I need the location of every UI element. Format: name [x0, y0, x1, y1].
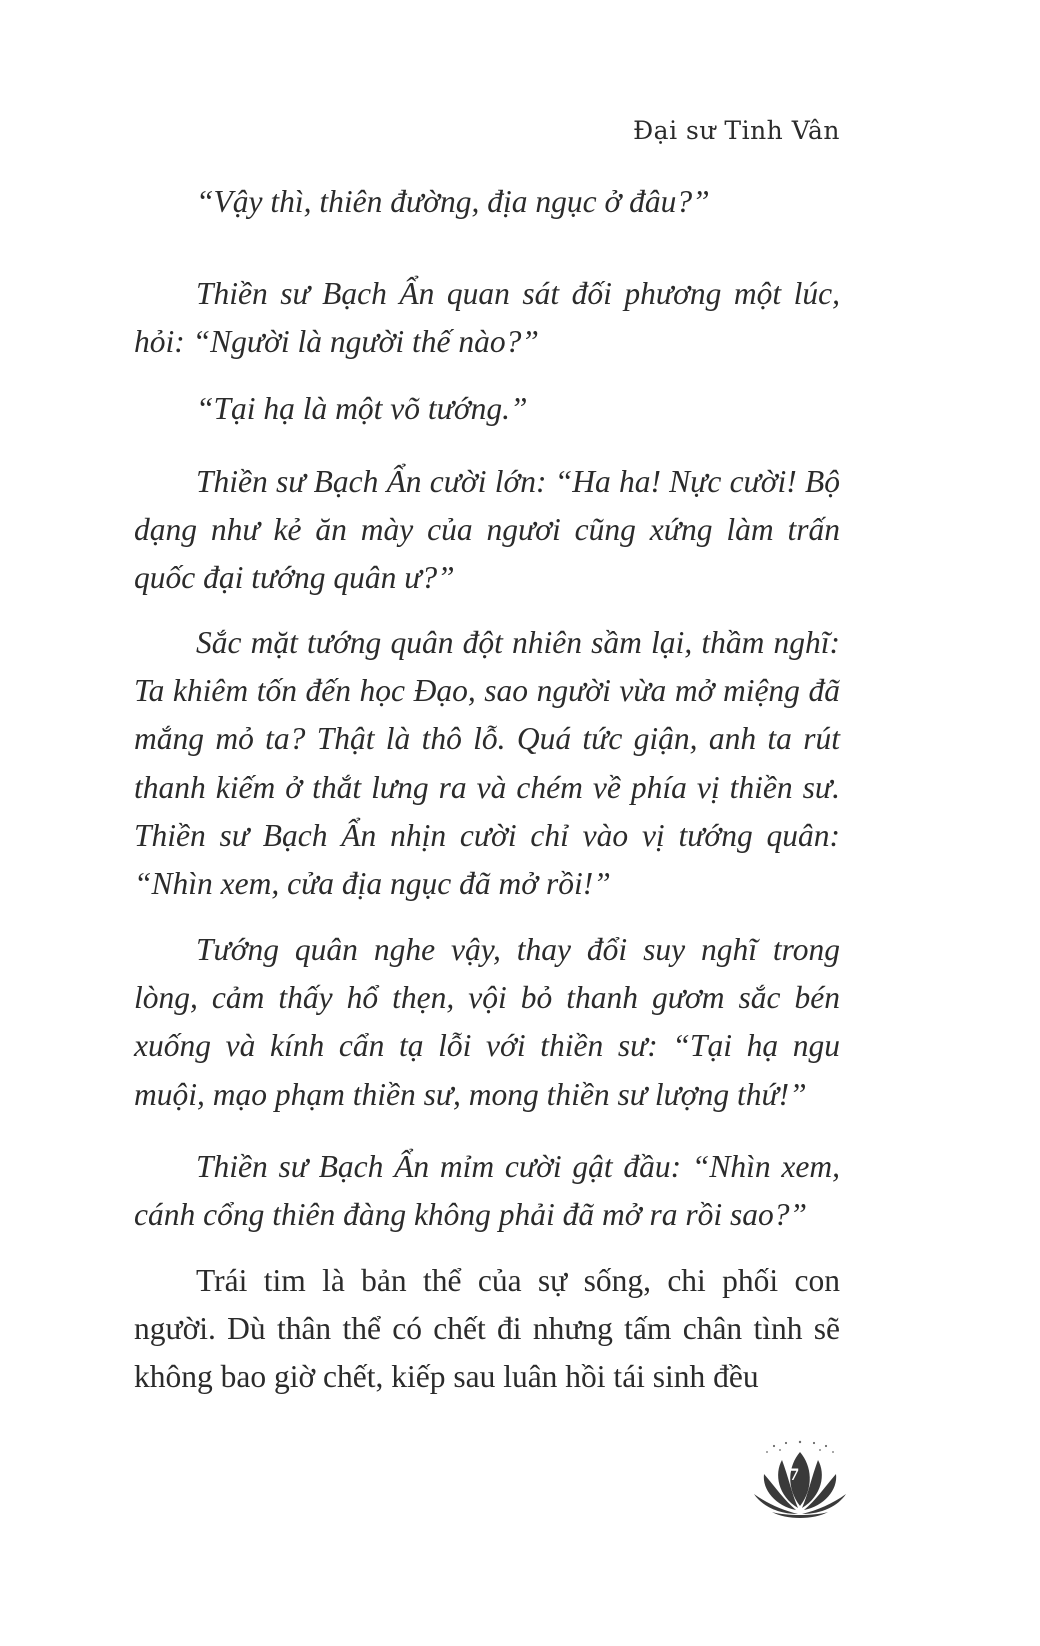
- paragraph-7: Thiền sư Bạch Ẩn mỉm cười gật đầu: “Nhìn xem, cánh cổng thiên đàng không phải đã mở ra rồi sao?”: [134, 1149, 840, 1233]
- paragraph-4: Thiền sư Bạch Ẩn cười lớn: “Ha ha! Nực cười! Bộ dạng như kẻ ăn mày của ngươi cũng xứng làm trấn quốc đại tướng quân ư?”: [134, 464, 840, 596]
- paragraph-8: Trái tim là bản thể của sự sống, chi phối con người. Dù thân thể có chết đi nhưng tấm chân tình sẽ không bao giờ chết, kiếp sau luân hồi tái sinh đều: [134, 1263, 840, 1395]
- paragraph-1: “Vậy thì, thiên đường, địa ngục ở đâu?”: [196, 184, 710, 219]
- running-header-title: Đại sư Tinh Vân: [633, 116, 840, 145]
- paragraph-3: “Tại hạ là một võ tướng.”: [196, 391, 528, 426]
- page-number: 7: [788, 1465, 800, 1484]
- paragraph-2: Thiền sư Bạch Ẩn quan sát đối phương một lúc, hỏi: “Người là người thế nào?”: [134, 276, 840, 360]
- paragraph-5: Sắc mặt tướng quân đột nhiên sầm lại, thầm nghĩ: Ta khiêm tốn đến học Đạo, sao người vừa mở miệng đã mắng mỏ ta? Thật là thô lỗ. Quá tức giận, anh ta rút thanh kiếm ở thắt lưng ra và chém về phía vị thiền sư. Thiền sư Bạch Ẩn nhịn cười chỉ vào vị tướng quân: “Nhìn xem, cửa địa ngục đã mở rồi!”: [134, 625, 840, 902]
- paragraph-6: Tướng quân nghe vậy, thay đổi suy nghĩ trong lòng, cảm thấy hổ thẹn, vội bỏ thanh gươm sắc bén xuống và kính cẩn tạ lỗi với thiền sư: “Tại hạ ngu muội, mạo phạm thiền sư, mong thiền sư lượng thứ!”: [134, 932, 840, 1112]
